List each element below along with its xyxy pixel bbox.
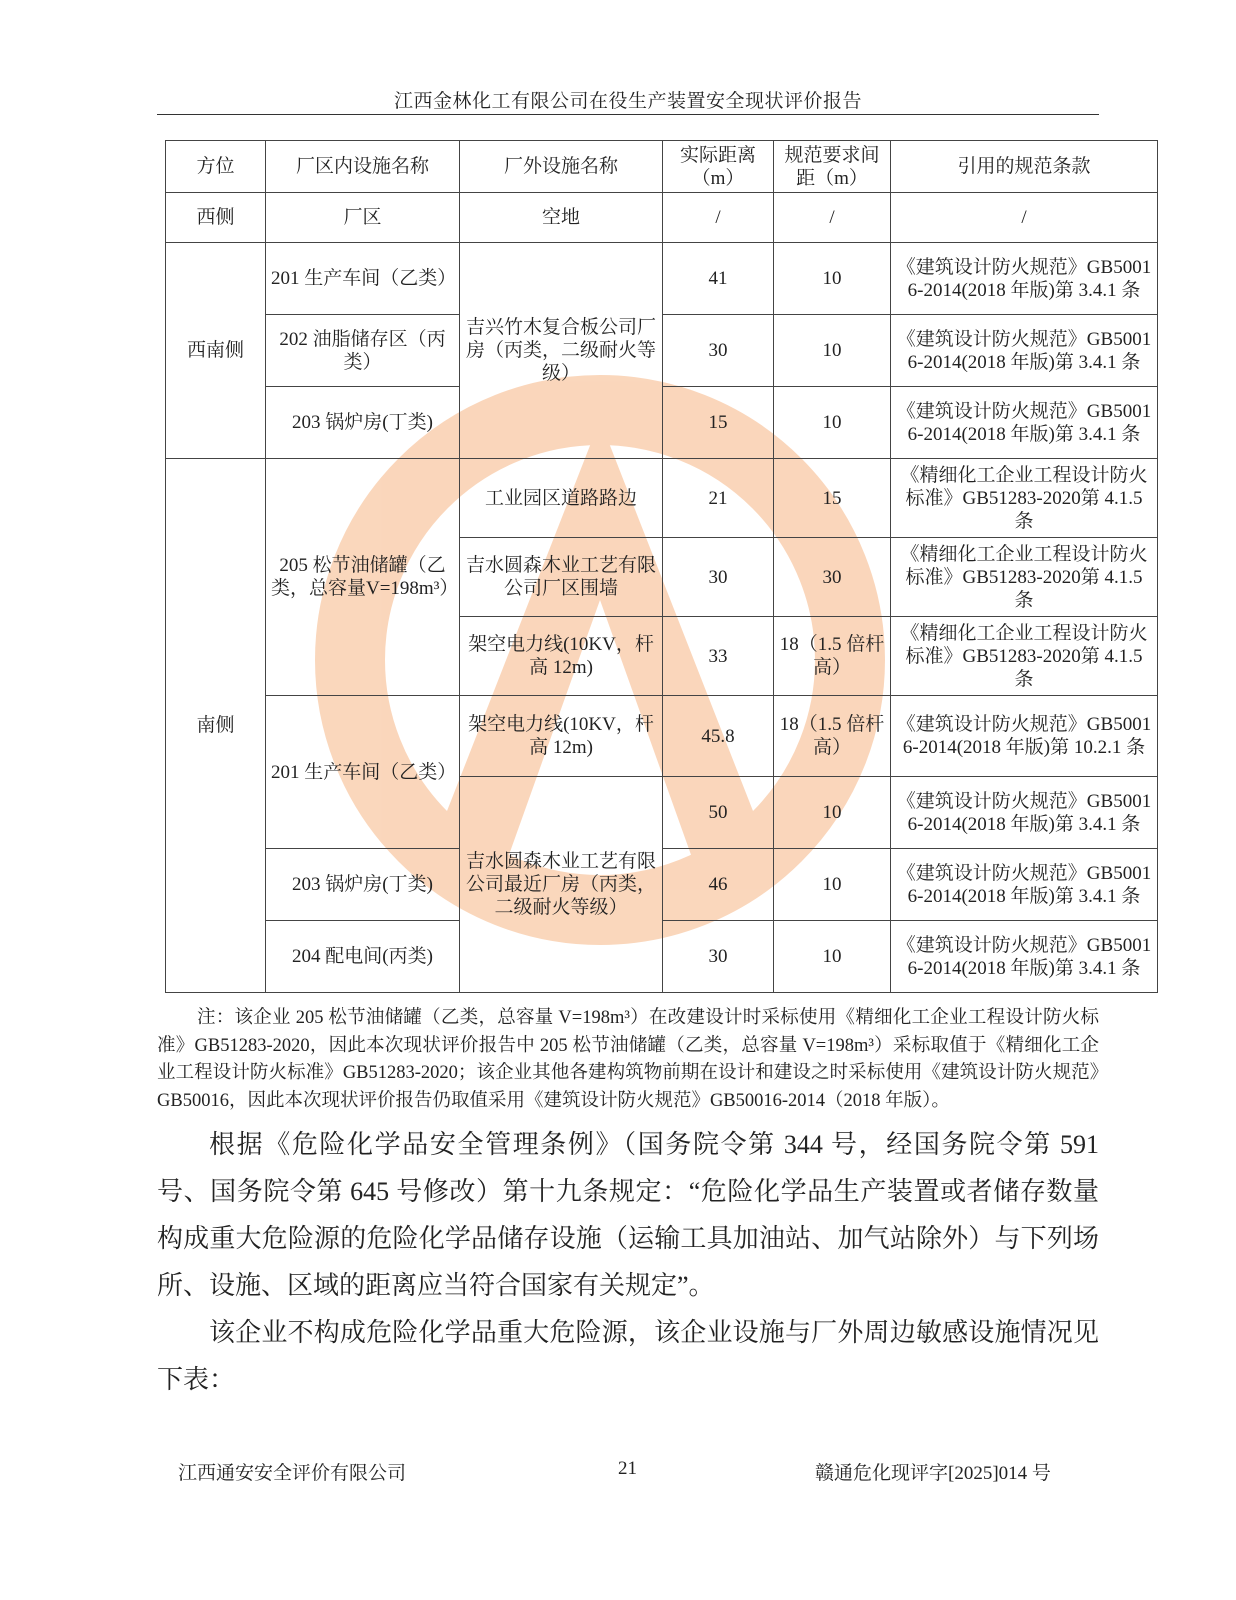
table-cell: 205 松节油储罐（乙类，总容量V=198m³） <box>266 459 460 696</box>
page-header-title: 江西金林化工有限公司在役生产装置安全现状评价报告 <box>393 91 862 112</box>
footer-page-number: 21 <box>618 1458 637 1479</box>
table-cell: 15 <box>663 387 774 459</box>
table-cell: 33 <box>663 617 774 696</box>
body-paragraph: 根据《危险化学品安全管理条例》（国务院令第 344 号，经国务院令第 591 号、国务院令第 645 号修改）第十九条规定：“危险化学品生产装置或者储存数量构成重大危险源的危险化学品储存设施（运输工具加油站、加气站除外）与下列场所、设施、区域的距离应当符合国家有关规定”。 <box>157 1130 1099 1300</box>
table-cell: 21 <box>663 459 774 538</box>
table-cell: 202 油脂储存区（丙类） <box>266 315 460 387</box>
column-header: 方位 <box>166 141 266 193</box>
table-row <box>166 696 1158 777</box>
table-cell: 《建筑设计防火规范》GB50016-2014(2018 年版)第 10.2.1 条 <box>891 696 1158 777</box>
table-cell: 10 <box>774 315 891 387</box>
table-cell: 吉兴竹木复合板公司厂房（丙类，二级耐火等级） <box>460 243 663 459</box>
table-cell: 10 <box>774 777 891 849</box>
table-cell: / <box>774 193 891 243</box>
table-cell: 10 <box>774 921 891 993</box>
column-header: 引用的规范条款 <box>891 141 1158 193</box>
table-cell: 18（1.5 倍杆高） <box>774 696 891 777</box>
table-cell: 46 <box>663 849 774 921</box>
table-cell: 30 <box>663 921 774 993</box>
table-cell: 架空电力线(10KV，杆高 12m) <box>460 617 663 696</box>
table-header-row <box>166 141 1158 193</box>
table-cell: 50 <box>663 777 774 849</box>
table-row <box>166 193 1158 243</box>
table-cell: 10 <box>774 387 891 459</box>
table-cell: 41 <box>663 243 774 315</box>
table-cell: 西侧 <box>166 193 266 243</box>
table-row <box>166 243 1158 315</box>
table-cell: 《建筑设计防火规范》GB50016-2014(2018 年版)第 3.4.1 条 <box>891 849 1158 921</box>
table-cell: 《精细化工企业工程设计防火标准》GB51283-2020第 4.1.5 条 <box>891 459 1158 538</box>
column-header: 规范要求间距（m） <box>774 141 891 193</box>
table-cell: 工业园区道路路边 <box>460 459 663 538</box>
table-cell: 《建筑设计防火规范》GB50016-2014(2018 年版)第 3.4.1 条 <box>891 243 1158 315</box>
table-cell: 《建筑设计防火规范》GB50016-2014(2018 年版)第 3.4.1 条 <box>891 777 1158 849</box>
column-header: 实际距离（m） <box>663 141 774 193</box>
table-cell: 西南侧 <box>166 243 266 459</box>
header-divider <box>157 114 1099 115</box>
body-paragraph: 该企业不构成危险化学品重大危险源，该企业设施与厂外周边敏感设施情况见下表： <box>157 1318 1099 1394</box>
table-cell: 18（1.5 倍杆高） <box>774 617 891 696</box>
table-cell: 《精细化工企业工程设计防火标准》GB51283-2020第 4.1.5 条 <box>891 617 1158 696</box>
table-cell: 10 <box>774 849 891 921</box>
table-cell: 204 配电间(丙类) <box>266 921 460 993</box>
table-cell: 《建筑设计防火规范》GB50016-2014(2018 年版)第 3.4.1 条 <box>891 921 1158 993</box>
footer-company: 江西通安安全评价有限公司 <box>178 1463 407 1484</box>
page-content <box>157 140 1152 1403</box>
column-header: 厂区内设施名称 <box>266 141 460 193</box>
distance-table <box>165 140 1158 993</box>
table-cell: 10 <box>774 243 891 315</box>
table-cell: 201 生产车间（乙类） <box>266 696 460 849</box>
table-cell: 15 <box>774 459 891 538</box>
table-cell: 30 <box>663 538 774 617</box>
table-cell: 厂区 <box>266 193 460 243</box>
table-cell: / <box>891 193 1158 243</box>
table-cell: 吉水圆森木业工艺有限公司最近厂房（丙类，二级耐火等级） <box>460 777 663 993</box>
table-cell: 30 <box>774 538 891 617</box>
table-cell: 吉水圆森木业工艺有限公司厂区围墙 <box>460 538 663 617</box>
table-cell: 30 <box>663 315 774 387</box>
table-cell: / <box>663 193 774 243</box>
table-cell: 架空电力线(10KV，杆高 12m) <box>460 696 663 777</box>
table-row <box>166 459 1158 538</box>
column-header: 厂外设施名称 <box>460 141 663 193</box>
table-cell: 《建筑设计防火规范》GB50016-2014(2018 年版)第 3.4.1 条 <box>891 387 1158 459</box>
table-cell: 《建筑设计防火规范》GB50016-2014(2018 年版)第 3.4.1 条 <box>891 315 1158 387</box>
footer-doc-number: 赣通危化现评字[2025]014 号 <box>815 1463 1051 1484</box>
table-cell: 203 锅炉房(丁类) <box>266 849 460 921</box>
table-cell: 203 锅炉房(丁类) <box>266 387 460 459</box>
table-cell: 201 生产车间（乙类） <box>266 243 460 315</box>
table-cell: 空地 <box>460 193 663 243</box>
table-note: 注：该企业 205 松节油储罐（乙类，总容量 V=198m³）在改建设计时采标使用《精细化工企业工程设计防火标准》GB51283-2020，因此本次现状评价报告中 205 松节油储罐（乙类，总容量 V=198m³）采标取值于《精细化工企业工程设计防火标准》GB51283-2020；该企业其他各建构筑物前期在设计和建设之时采标使用《建筑设计防火规范》GB50016，因此本次现状评价报告仍取值采用《建筑设计防火规范》GB50016-2014（2018 年版）。 <box>157 1008 1099 1111</box>
table-cell: 45.8 <box>663 696 774 777</box>
table-cell: 南侧 <box>166 459 266 993</box>
table-cell: 《精细化工企业工程设计防火标准》GB51283-2020第 4.1.5 条 <box>891 538 1158 617</box>
